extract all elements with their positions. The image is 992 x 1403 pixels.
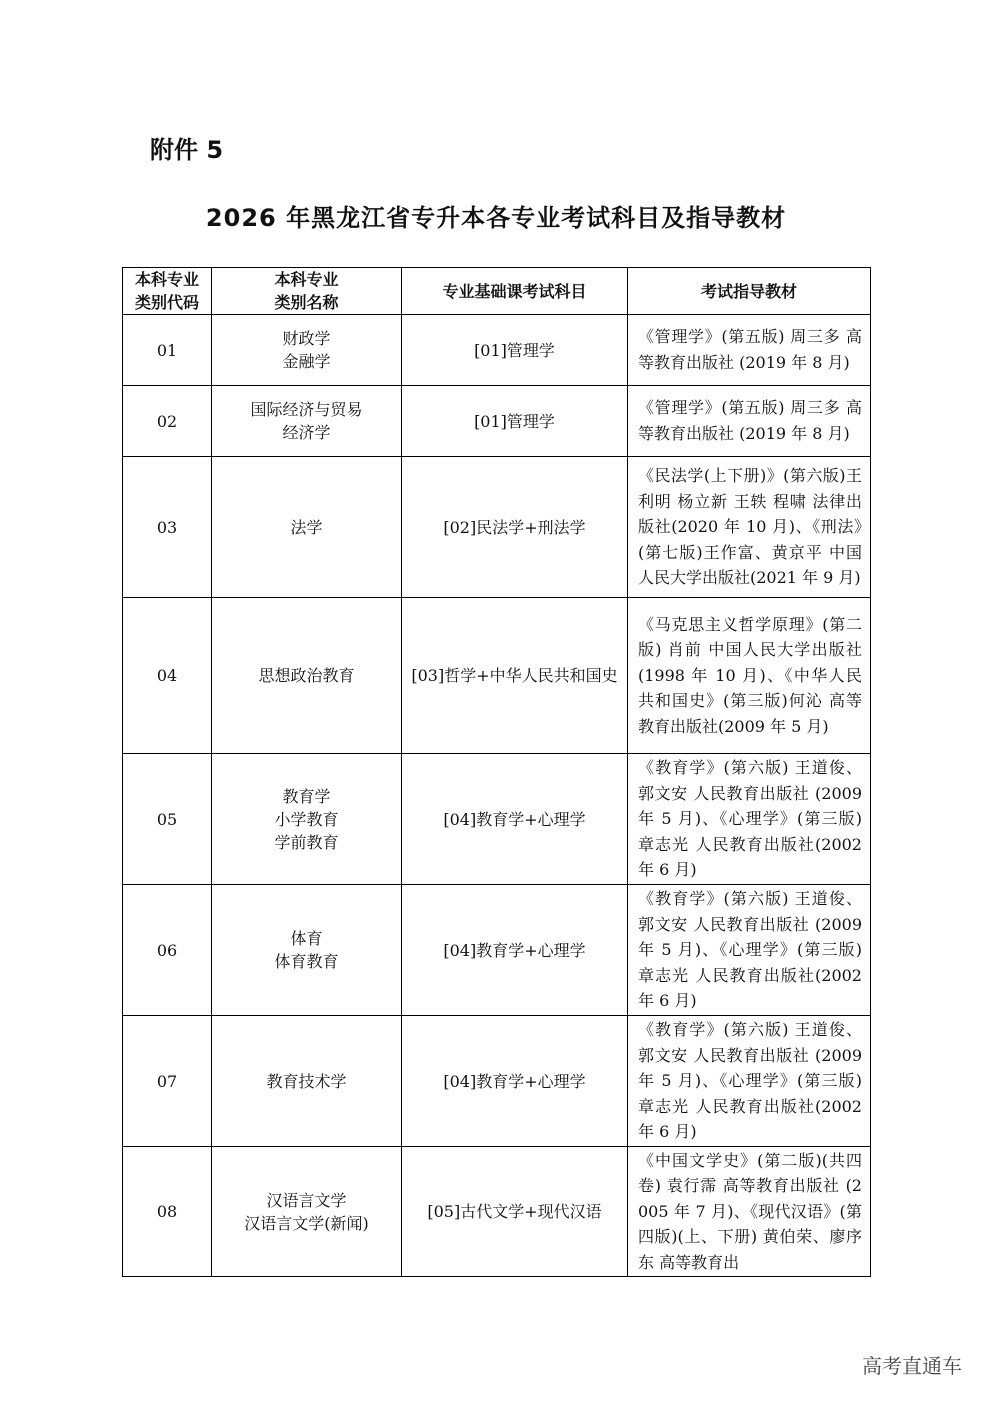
header-name: 本科专业 类别名称 [212, 268, 402, 315]
row-subject: [05]古代文学+现代汉语 [402, 1147, 628, 1277]
watermark-text: 高考直通车 [862, 1354, 962, 1378]
row-textbook: 《教育学》(第六版) 王道俊、郭文安 人民教育出版社 (2009 年 5 月)、《心理学》(第三版) 章志光 人民教育出版社(2002 年 6 月) [628, 885, 871, 1016]
row-major-names: 教育学 小学教育 学前教育 [212, 754, 402, 885]
row-subject: [04]教育学+心理学 [402, 754, 628, 885]
attachment-label: 附件 5 [150, 136, 224, 164]
table-header-row [123, 268, 871, 315]
table-row [123, 885, 871, 1016]
row-major-names: 体育 体育教育 [212, 885, 402, 1016]
row-code: 08 [123, 1147, 212, 1277]
row-subject: [03]哲学+中华人民共和国史 [402, 598, 628, 754]
row-code: 03 [123, 457, 212, 598]
row-major-names: 财政学 金融学 [212, 315, 402, 386]
header-textbook: 考试指导教材 [628, 268, 871, 315]
row-subject: [01]管理学 [402, 315, 628, 386]
row-subject: [04]教育学+心理学 [402, 1016, 628, 1147]
row-major-names: 国际经济与贸易 经济学 [212, 386, 402, 457]
table-row [123, 1147, 871, 1277]
row-textbook: 《中国文学史》(第二版)(共四卷) 袁行霈 高等教育出版社 (2005 年 7 月)、《现代汉语》(第四版)(上、下册) 黄伯荣、廖序东 高等教育出 [628, 1147, 871, 1277]
document-title: 2026 年黑龙江省专升本各专业考试科目及指导教材 [205, 204, 787, 232]
header-subject: 专业基础课考试科目 [402, 268, 628, 315]
row-subject: [02]民法学+刑法学 [402, 457, 628, 598]
row-code: 07 [123, 1016, 212, 1147]
table-row [123, 386, 871, 457]
row-textbook: 《管理学》(第五版) 周三多 高等教育出版社 (2019 年 8 月) [628, 315, 871, 386]
row-subject: [04]教育学+心理学 [402, 885, 628, 1016]
table-row [123, 1016, 871, 1147]
row-major-names: 教育技术学 [212, 1016, 402, 1147]
table-row [123, 457, 871, 598]
row-textbook: 《民法学(上下册)》(第六版)王利明 杨立新 王轶 程啸 法律出版社(2020 年 10 月)、《刑法》(第七版)王作富、黄京平 中国人民大学出版社(2021 年 9 月) [628, 457, 871, 598]
header-code: 本科专业 类别代码 [123, 268, 212, 315]
row-code: 04 [123, 598, 212, 754]
row-textbook: 《管理学》(第五版) 周三多 高等教育出版社 (2019 年 8 月) [628, 386, 871, 457]
row-major-names: 法学 [212, 457, 402, 598]
row-major-names: 思想政治教育 [212, 598, 402, 754]
row-major-names: 汉语言文学 汉语言文学(新闻) [212, 1147, 402, 1277]
table-row [123, 598, 871, 754]
row-textbook: 《教育学》(第六版) 王道俊、郭文安 人民教育出版社 (2009 年 5 月)、《心理学》(第三版) 章志光 人民教育出版社(2002 年 6 月) [628, 1016, 871, 1147]
row-textbook: 《教育学》(第六版) 王道俊、郭文安 人民教育出版社 (2009 年 5 月)、《心理学》(第三版) 章志光 人民教育出版社(2002 年 6 月) [628, 754, 871, 885]
row-code: 01 [123, 315, 212, 386]
table-row [123, 315, 871, 386]
row-subject: [01]管理学 [402, 386, 628, 457]
row-textbook: 《马克思主义哲学原理》(第二版) 肖前 中国人民大学出版社(1998 年 10 月)、《中华人民共和国史》(第三版)何沁 高等教育出版社(2009 年 5 月) [628, 598, 871, 754]
table-row [123, 754, 871, 885]
row-code: 05 [123, 754, 212, 885]
row-code: 06 [123, 885, 212, 1016]
row-code: 02 [123, 386, 212, 457]
exam-subjects-table [122, 267, 871, 1277]
